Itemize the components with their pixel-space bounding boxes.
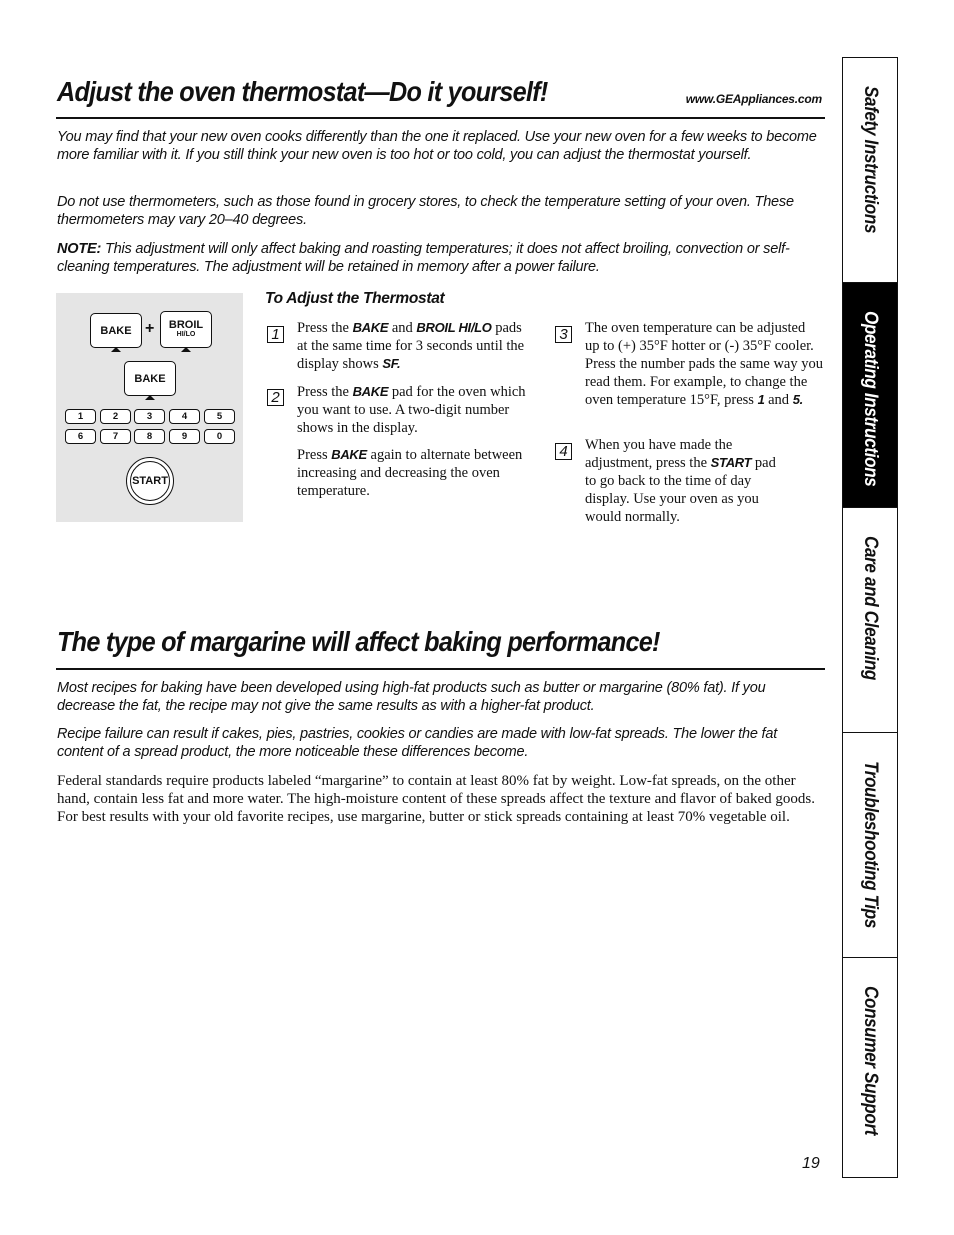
note-label: NOTE:: [57, 241, 102, 257]
number-pad-4: 4: [169, 409, 200, 424]
tab-consumer-support[interactable]: [843, 958, 897, 1177]
thermometer-warning: Do not use thermometers, such as those found in grocery stores, to check the temperature setting of your oven. These thermometers may vary 20–40 degrees.: [57, 194, 794, 229]
margarine-paragraph-1: Most recipes for baking have been developed using high-fat products such as butter or margarine (80% fat). If you decrease the fat, the recipe may not give the same results as with a higher-fat product.: [57, 680, 766, 715]
start-key: [126, 457, 174, 505]
step-number-4: 4: [555, 443, 572, 460]
tab-label: Care and Cleaning: [860, 536, 881, 681]
step-number-2: 2: [267, 389, 284, 406]
start-key-label: START: [130, 461, 170, 501]
tab-safety-instructions[interactable]: [843, 58, 897, 283]
broil-key-label: BROIL: [168, 318, 204, 331]
tab-operating-instructions[interactable]: [843, 283, 897, 508]
bake-key: [124, 361, 176, 396]
intro-paragraph: You may find that your new oven cooks differently than the one it replaced. Use your new oven for a few weeks to become more familiar with it. If you still think your new oven is too hot or too cold, you can adjust the thermostat yourself.: [57, 129, 817, 164]
bake-key-label: BAKE: [134, 372, 166, 385]
bake-key-label: BAKE: [100, 324, 132, 337]
broil-key-sublabel: HI/LO: [176, 330, 196, 338]
step-2-additional-text: Press BAKE again to alternate between increasing and decreasing the oven temperature.: [297, 447, 523, 499]
tab-troubleshooting-tips[interactable]: [843, 733, 897, 958]
margarine-paragraph-3: Federal standards require products labeled “margarine” to contain at least 80% fat by weight. Low-fat spreads, on the other hand, contain less fat and more water. The high-moisture content of these spreads affect the texture and flavor of baked goods. For best results with your old favorite recipes, use margarine, butter or stick spreads containing at least 70% vegetable oil.: [57, 773, 815, 825]
number-pad-2: 2: [100, 409, 131, 424]
bake-key-top: [90, 313, 142, 348]
number-pad-1: 1: [65, 409, 96, 424]
number-pad-0: 0: [204, 429, 235, 444]
plus-sign: +: [145, 320, 155, 337]
step-4-text: When you have made the adjustment, press the START pad to go back to the time of day display. Use your oven as you would normally.: [585, 437, 776, 525]
broil-key: [160, 311, 212, 348]
step-number-1: 1: [267, 326, 284, 343]
section-title-thermostat: Adjust the oven thermostat—Do it yourself!: [57, 76, 548, 107]
step-2-text: Press the BAKE pad for the oven which you want to use. A two-digit number shows in the display.: [297, 384, 526, 436]
title-rule: [56, 117, 825, 119]
note-paragraph: [57, 240, 817, 277]
tab-care-and-cleaning[interactable]: [843, 508, 897, 733]
note-text: This adjustment will only affect baking and roasting temperatures; it does not affect broiling, convection or self-cleaning temperatures. The adjustment will be retained in memory after a power failure.: [57, 241, 790, 276]
number-pad-7: 7: [100, 429, 131, 444]
steps-heading: To Adjust the Thermostat: [265, 290, 445, 307]
tab-label: Operating Instructions: [860, 311, 881, 487]
section-tabs-sidebar: [842, 57, 898, 1178]
step-1-text: Press the BAKE and BROIL HI/LO pads at the same time for 3 seconds until the display shows SF.: [297, 320, 525, 372]
number-pad-9: 9: [169, 429, 200, 444]
number-pad-3: 3: [134, 409, 165, 424]
page-number: 19: [802, 1155, 820, 1172]
step-number-3: 3: [555, 326, 572, 343]
number-pad-6: 6: [65, 429, 96, 444]
section-title-margarine: The type of margarine will affect baking performance!: [57, 626, 660, 657]
indicator-arrow-icon: [145, 395, 155, 400]
indicator-arrow-icon: [181, 347, 191, 352]
number-pad-5: 5: [204, 409, 235, 424]
margarine-paragraph-2: Recipe failure can result if cakes, pies, pastries, cookies or candies are made with low-fat spreads. The lower the fat content of a spread product, the more noticeable these differences become.: [57, 726, 778, 761]
website-url: www.GEAppliances.com: [685, 92, 822, 106]
indicator-arrow-icon: [111, 347, 121, 352]
tab-label: Consumer Support: [860, 986, 881, 1136]
tab-label: Troubleshooting Tips: [860, 761, 881, 928]
step-3-text: The oven temperature can be adjusted up to (+) 35°F hotter or (-) 35°F cooler. Press the number pads the same way you read them. For example, to change the oven temperature 15°F, press 1 and 5.: [585, 320, 823, 408]
number-pad-8: 8: [134, 429, 165, 444]
tab-label: Safety Instructions: [860, 86, 881, 234]
title-rule: [56, 668, 825, 670]
